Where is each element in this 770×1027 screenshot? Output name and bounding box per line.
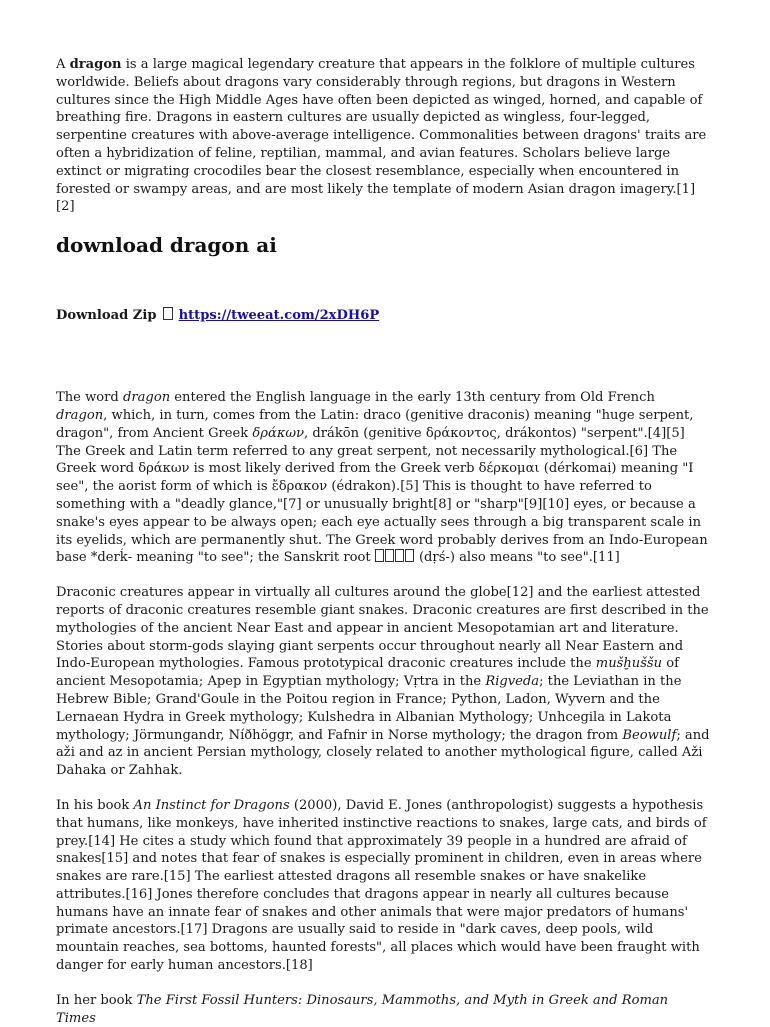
sanskrit-glyphs-icon	[375, 550, 415, 565]
download-line	[56, 307, 710, 325]
download-label: Download Zip	[56, 308, 157, 324]
draconic-text-4: ; and aži and az in ancient Persian mythology, closely related to another mythological figure, called Aži Dahaka or Zahhak.	[56, 727, 710, 779]
page-heading: download dragon ai	[56, 233, 277, 258]
draconic-em-3: Beowulf	[622, 727, 677, 743]
etymology-text-2: entered the English language in the early 13th century from Old French	[170, 390, 655, 406]
etymology-em-2: dragon	[56, 407, 104, 423]
instinct-text-2: (2000), David E. Jones (anthropologist) suggests a hypothesis that humans, like monkeys, have inherited instinctive reactions to snakes, large cats, and birds of prey.[14] He cites a study which found that approximately 39 people in a hundred are afraid of snakes[15] and notes that fear of snakes is especially prominent in children, even in areas where snakes are rare.[15] The earliest attested dragons all resemble snakes or have snakelike attributes.[16] Jones therefore concludes that dragons appear in nearly all cultures because humans have an innate fear of snakes and other animals that were major predators of humans' primate ancestors.[17] Dragons are usually said to reside in "dark caves, deep pools, wild mountain reaches, sea bottoms, haunted forests", all places which would have been fraught with danger for early human ancestors.[18]	[56, 797, 707, 974]
draconic-em-2: Rigveda	[485, 674, 540, 690]
etymology-text-1: The word	[56, 390, 123, 406]
download-link[interactable]: https://tweeat.com/2xDH6P	[178, 308, 380, 324]
missing-glyph-icon	[163, 307, 173, 320]
fossil-em-1: The First Fossil Hunters: Dinosaurs, Mammoths, and Myth in Greek and Roman Times	[56, 992, 669, 1026]
etymology-text-3: , which, in turn, comes from the Latin: draco (genitive draconis) meaning "huge serpent, dragon", from Ancient Greek	[56, 407, 694, 441]
instinct-paragraph	[56, 797, 710, 975]
fossil-text-1: In her book	[56, 992, 137, 1008]
fossil-paragraph	[56, 992, 710, 1027]
intro-bold-term: dragon	[69, 57, 122, 72]
draconic-text-3: ; the Leviathan in the Hebrew Bible; Grand'Goule in the Poitou region in France; Python, Ladon, Wyvern and the Lernaean Hydra in Greek mythology; Kulshedra in Albanian Mythology; Unhcegila in Lakota mythology; Jörmungandr, Níðhöggr, and Fafnir in Norse mythology; the dragon from	[56, 674, 682, 743]
draconic-text-1: Draconic creatures appear in virtually all cultures around the globe[12] and the earliest attested reports of draconic creatures resemble giant snakes. Draconic creatures are first described in the mythologies of the ancient Near East and appear in ancient Mesopotamian art and literature. Stories about storm-gods slaying giant serpents occur throughout nearly all Near Eastern and Indo-European mythologies. Famous prototypical draconic creatures include the	[56, 585, 709, 672]
draconic-text-2: of ancient Mesopotamia; Apep in Egyptian mythology; Vṛtra in the	[56, 656, 679, 690]
draconic-paragraph	[56, 584, 710, 780]
draconic-em-1: mušḫuššu	[595, 656, 663, 672]
intro-paragraph	[56, 56, 710, 216]
intro-pre: A	[56, 57, 70, 72]
etymology-text-5: (dṛś-) also means "to see".[11]	[414, 550, 620, 566]
etymology-em-3: δράκων	[252, 425, 305, 441]
etymology-em-1: dragon	[122, 390, 171, 406]
etymology-text-4: , drákōn (genitive δράκοντος, drákontos) "serpent".[4][5] The Greek and Latin term referred to any great serpent, not necessarily mythological.[6] The Greek word δράκων is most likely derived from the Greek verb δέρκομαι (dérkomai) meaning "I see", the aorist form of which is ἔδρακον (édrakon).[5] This is thought to have referred to something with a "deadly glance,"[7] or unusually bright[8] or "sharp"[9][10] eyes, or because a snake's eyes appear to be always open; each eye actually sees through a big transparent scale in its eyelids, which are permanently shut. The Greek word probably derives from an Indo-European base *derḱ- meaning "to see"; the Sanskrit root	[56, 425, 708, 566]
instinct-em-1: An Instinct for Dragons	[133, 797, 290, 813]
instinct-text-1: In his book	[56, 797, 134, 813]
intro-rest: is a large magical legendary creature that appears in the folklore of multiple cultures worldwide. Beliefs about dragons vary considerably through regions, but dragons in Western cultures since the High Middle Ages have often been depicted as winged, horned, and capable of breathing fire. Dragons in eastern cultures are usually depicted as wingless, four-legged, serpentine creatures with above-average intelligence. Commonalities between dragons' traits are often a hybridization of feline, reptilian, mammal, and avian features. Scholars believe large extinct or migrating crocodiles bear the closest resemblance, especially when encountered in forested or swampy areas, and are most likely the template of modern Asian dragon imagery.[1][2]	[56, 57, 707, 215]
etymology-paragraph	[56, 389, 710, 567]
